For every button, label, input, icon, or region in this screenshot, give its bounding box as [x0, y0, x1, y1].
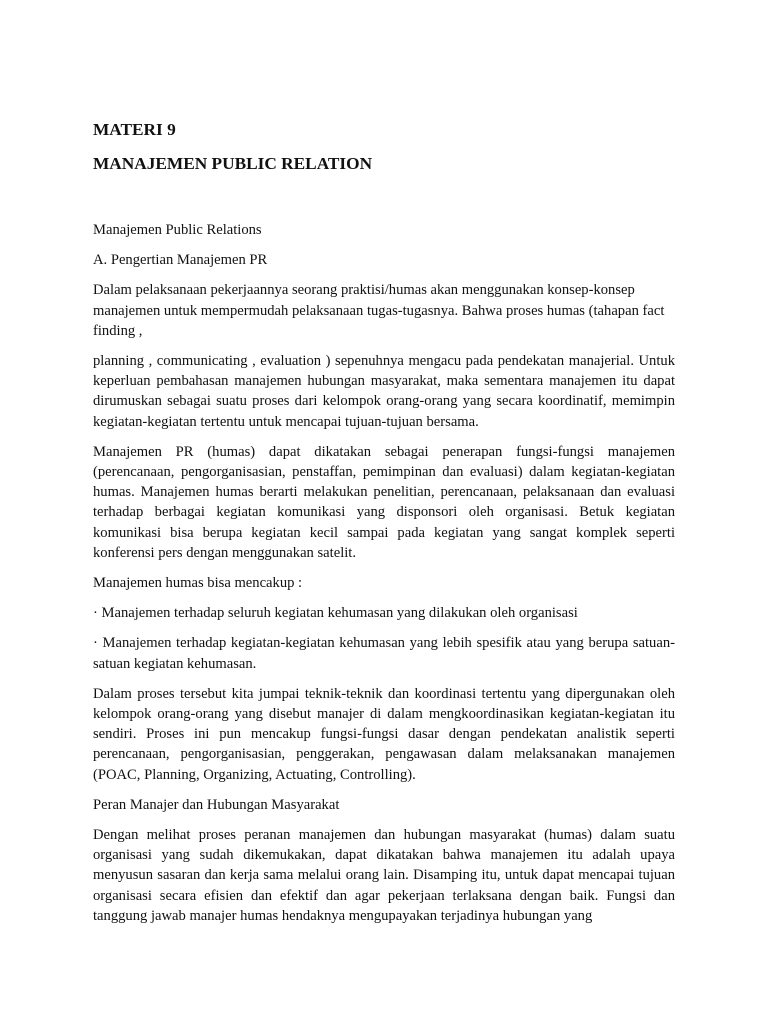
document-subtitle: MANAJEMEN PUBLIC RELATION	[93, 154, 373, 173]
section-heading: Peran Manajer dan Hubungan Masyarakat	[93, 796, 340, 813]
document-title: MATERI 9	[93, 120, 176, 139]
body-paragraph: Dalam pelaksanaan pekerjaannya seorang praktisi/humas akan menggunakan konsep-konsep manajemen untuk mempermudah pelaksanaan tugas-tugasnya. Bahwa proses humas (tahapan fact finding ,	[93, 282, 665, 339]
document-page	[93, 118, 675, 1024]
section-heading: Manajemen Public Relations	[93, 222, 262, 238]
body-paragraph: Manajemen humas bisa mencakup :	[93, 575, 303, 592]
subsection-heading: A. Pengertian Manajemen PR	[93, 252, 268, 269]
body-paragraph: Dalam proses tersebut kita jumpai teknik-teknik dan koordinasi tertentu yang dipergunakan oleh kelompok orang-orang yang disebut manajer di dalam mengkoordinasikan kegiatan-kegiatan itu sendiri. Proses ini pun mencakup fungsi-fungsi dasar dengan pendekatan analistik seperti perencanaan, pengorganisasian, penggerakan, pengawasan dalam melaksanakan manajemen (POAC, Planning, Organizing, Actuating, Controlling).	[93, 685, 675, 783]
bullet-item: · Manajemen terhadap kegiatan-kegiatan kehumasan yang lebih spesifik atau yang berupa satuan-satuan kegiatan kehumasan.	[93, 635, 675, 672]
body-paragraph: Dengan melihat proses peranan manajemen dan hubungan masyarakat (humas) dalam suatu organisasi yang sudah dikemukakan, dapat dikatakan bahwa manajemen itu adalah upaya menyusun sasaran dan kerja sama melalui orang lain. Disamping itu, untuk dapat mencapai tujuan organisasi secara efisien dan efektif dan agar pekerjaan terlaksana dengan baik. Fungsi dan tanggung jawab manajer humas hendaknya mengupayakan terjadinya hubungan yang	[93, 827, 675, 924]
body-paragraph: planning , communicating , evaluation ) sepenuhnya mengacu pada pendekatan manajerial. Untuk keperluan pembahasan manajemen hubungan masyarakat, maka sementara manajemen itu dapat dirumuskan sebagai suatu proses dari kelompok orang-orang yang secara koordinatif, memimpin kegiatan-kegiatan tertentu untuk mencapai tujuan-tujuan bersama.	[93, 353, 675, 430]
body-paragraph: Manajemen PR (humas) dapat dikatakan sebagai penerapan fungsi-fungsi manajemen (perencanaan, pengorganisasian, penstaffan, pemimpinan dan evaluasi) dalam kegiatan-kegiatan humas. Manajemen humas berarti melakukan penelitian, perencanaan, pelaksanaan dan evaluasi terhadap berbagai kegiatan komunikasi yang disponsori oleh organisasi. Betuk kegiatan komunikasi bisa berupa kegiatan kecil sampai pada kegiatan yang sangat komplek seperti konferensi pers dengan menggunakan satelit.	[93, 443, 675, 561]
bullet-item: · Manajemen terhadap seluruh kegiatan kehumasan yang dilakukan oleh organisasi	[93, 605, 578, 622]
